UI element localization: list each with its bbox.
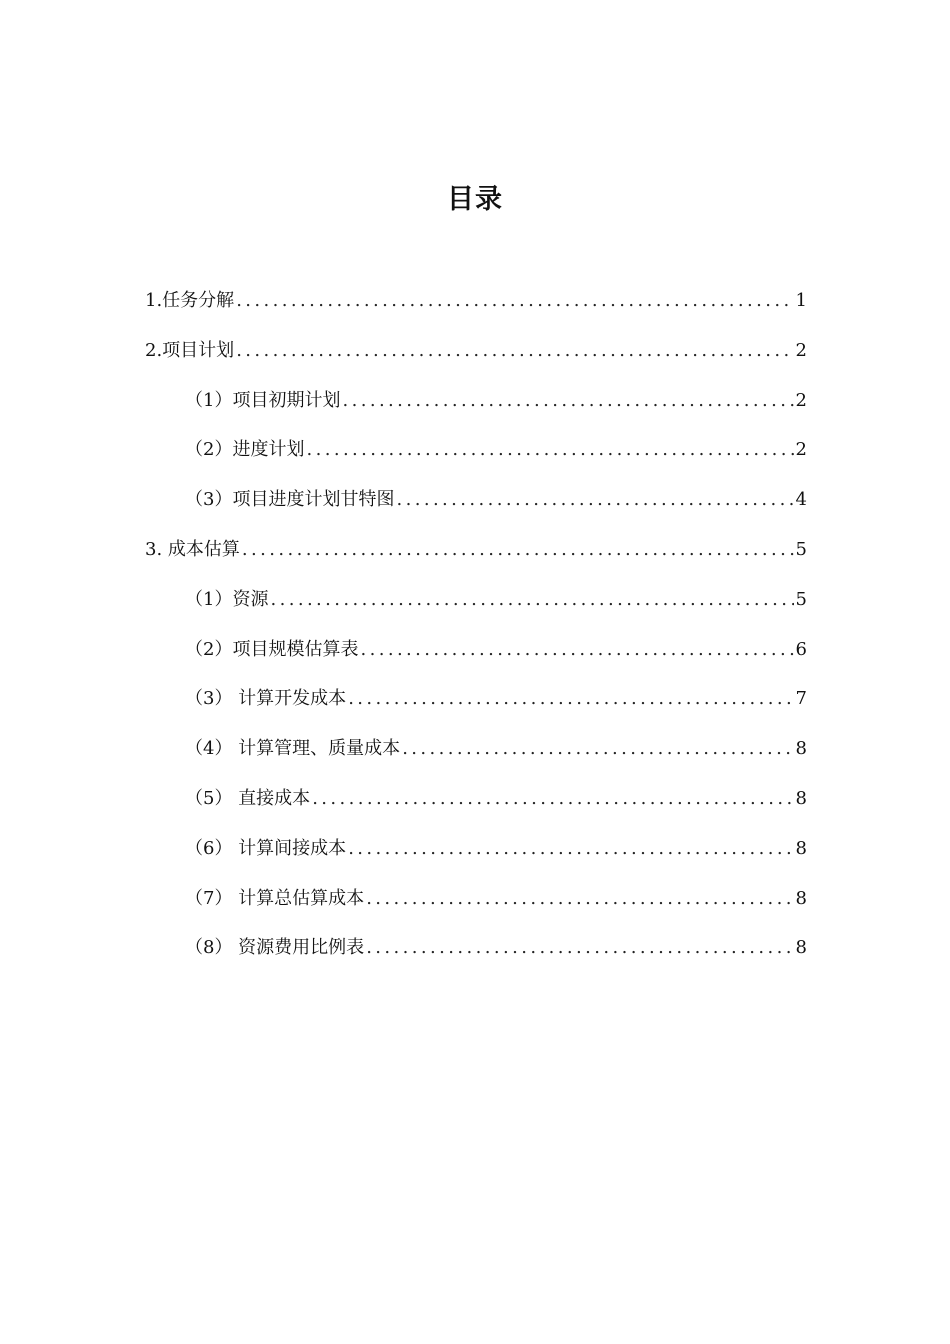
toc-page-number: 8 [795,887,807,909]
toc-dot-leader [366,879,793,919]
toc-page-number: 1 [795,290,807,311]
toc-page-number: 8 [795,837,807,859]
toc-page-number: 5 [795,538,807,560]
toc-entry-label: 1.任务分解 [145,290,235,311]
toc-dot-leader [270,580,793,620]
toc-entry-label: （5） 直接成本 [185,787,311,809]
toc-dot-leader [402,729,793,769]
toc-entry-cost-estimation[interactable] [145,530,807,580]
toc-dot-leader [396,480,793,520]
toc-entry-resources[interactable] [145,580,807,630]
toc-page-number: 2 [795,339,807,361]
toc-entry-project-plan[interactable] [145,331,807,381]
toc-page-number: 5 [795,588,807,610]
toc-entry-label: （6） 计算间接成本 [185,837,347,859]
toc-entry-label: （7） 计算总估算成本 [185,887,365,909]
table-of-contents [145,281,807,978]
toc-entry-label: （1）项目初期计划 [185,389,341,411]
toc-entry-task-breakdown[interactable] [145,281,807,331]
toc-page-number: 4 [795,489,807,511]
toc-entry-gantt-chart[interactable] [145,480,807,530]
toc-dot-leader [348,679,793,719]
toc-entry-label: （3）项目进度计划甘特图 [185,489,395,511]
toc-entry-label: （4） 计算管理、质量成本 [185,738,401,760]
toc-entry-label: （2）进度计划 [185,439,305,461]
toc-entry-development-cost[interactable] [145,679,807,729]
toc-page-number: 8 [795,937,807,959]
toc-dot-leader [366,928,793,968]
toc-page-number: 8 [795,738,807,760]
toc-entry-label: （8） 资源费用比例表 [185,937,365,959]
toc-entry-management-quality-cost[interactable] [145,729,807,779]
toc-dot-leader [236,281,793,321]
toc-dot-leader [236,331,793,371]
toc-entry-label: （1）资源 [185,588,269,610]
toc-dot-leader [348,829,793,869]
toc-entry-direct-cost[interactable] [145,779,807,829]
toc-entry-indirect-cost[interactable] [145,829,807,879]
toc-entry-label: 2.项目计划 [145,339,235,361]
toc-entry-label: （2）项目规模估算表 [185,638,359,660]
toc-page-number: 7 [795,688,807,710]
toc-page-number: 2 [795,389,807,411]
toc-page-number: 8 [795,787,807,809]
toc-entry-resource-cost-ratio-table[interactable] [145,928,807,978]
toc-entry-label: （3） 计算开发成本 [185,688,347,710]
toc-dot-leader [342,381,793,421]
toc-entry-label: 3. 成本估算 [145,538,240,560]
toc-page-number: 6 [795,638,807,660]
toc-entry-total-estimated-cost[interactable] [145,879,807,929]
toc-entry-initial-plan[interactable] [145,381,807,431]
toc-dot-leader [312,779,793,819]
toc-page-number: 2 [795,439,807,461]
toc-entry-scale-estimate-table[interactable] [145,630,807,680]
page-title: 目录 [447,184,503,215]
toc-dot-leader [242,530,794,570]
toc-entry-schedule-plan[interactable] [145,430,807,480]
toc-dot-leader [306,430,793,470]
toc-dot-leader [360,630,793,670]
